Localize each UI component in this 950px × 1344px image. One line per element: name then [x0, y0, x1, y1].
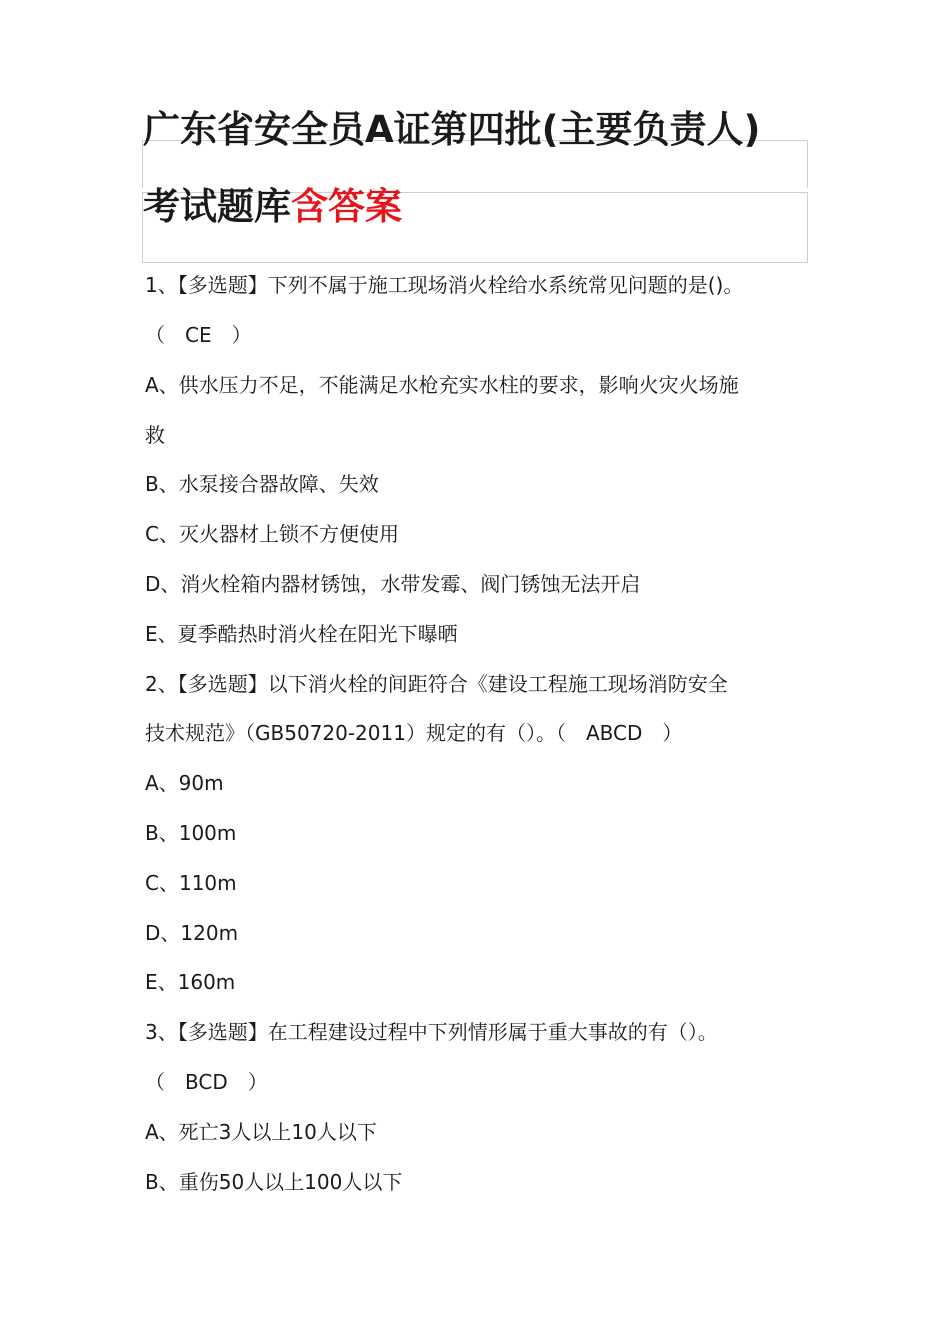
- q3-stem: 3、【多选题】在工程建设过程中下列情形属于重大事故的有（）。: [145, 1020, 718, 1044]
- q1-option-a-cont: 救: [145, 423, 165, 447]
- q2-option-c: C、110m: [145, 871, 237, 895]
- q2-option-e: E、160m: [145, 970, 236, 994]
- q1-answer: （ CE ）: [145, 323, 252, 347]
- q1-option-a: A、供水压力不足，不能满足水枪充实水柱的要求，影响火灾火场施: [145, 373, 739, 397]
- q3-option-a: A、死亡3人以上10人以下: [145, 1120, 377, 1144]
- q2-stem: 2、【多选题】以下消火栓的间距符合《建设工程施工现场消防安全: [145, 672, 728, 696]
- q1-option-c: C、灭火器材上锁不方便使用: [145, 522, 399, 546]
- q2-option-b: B、100m: [145, 821, 237, 845]
- q2-option-d: D、120m: [145, 921, 239, 945]
- q1-stem: 1、【多选题】下列不属于施工现场消火栓给水系统常见问题的是()。: [145, 273, 744, 297]
- q2-stem-cont: 技术规范》（GB50720-2011）规定的有（）。（ ABCD ）: [145, 721, 683, 745]
- q1-option-d: D、消火栓箱内器材锈蚀，水带发霉、阀门锈蚀无法开启: [145, 572, 641, 596]
- q3-answer: （ BCD ）: [145, 1070, 268, 1094]
- q1-option-b: B、水泵接合器故障、失效: [145, 472, 379, 496]
- q2-option-a: A、90m: [145, 771, 224, 795]
- q1-option-e: E、夏季酷热时消火栓在阳光下曝晒: [145, 622, 458, 646]
- doc-title-line-1: 广东省安全员A证第四批(主要负责人): [143, 108, 761, 151]
- doc-title-line-2: [143, 183, 402, 231]
- doc-title-red-part: 含答案: [291, 185, 402, 228]
- doc-title-black-part: 考试题库: [143, 185, 291, 228]
- q3-option-b: B、重伤50人以上100人以下: [145, 1170, 403, 1194]
